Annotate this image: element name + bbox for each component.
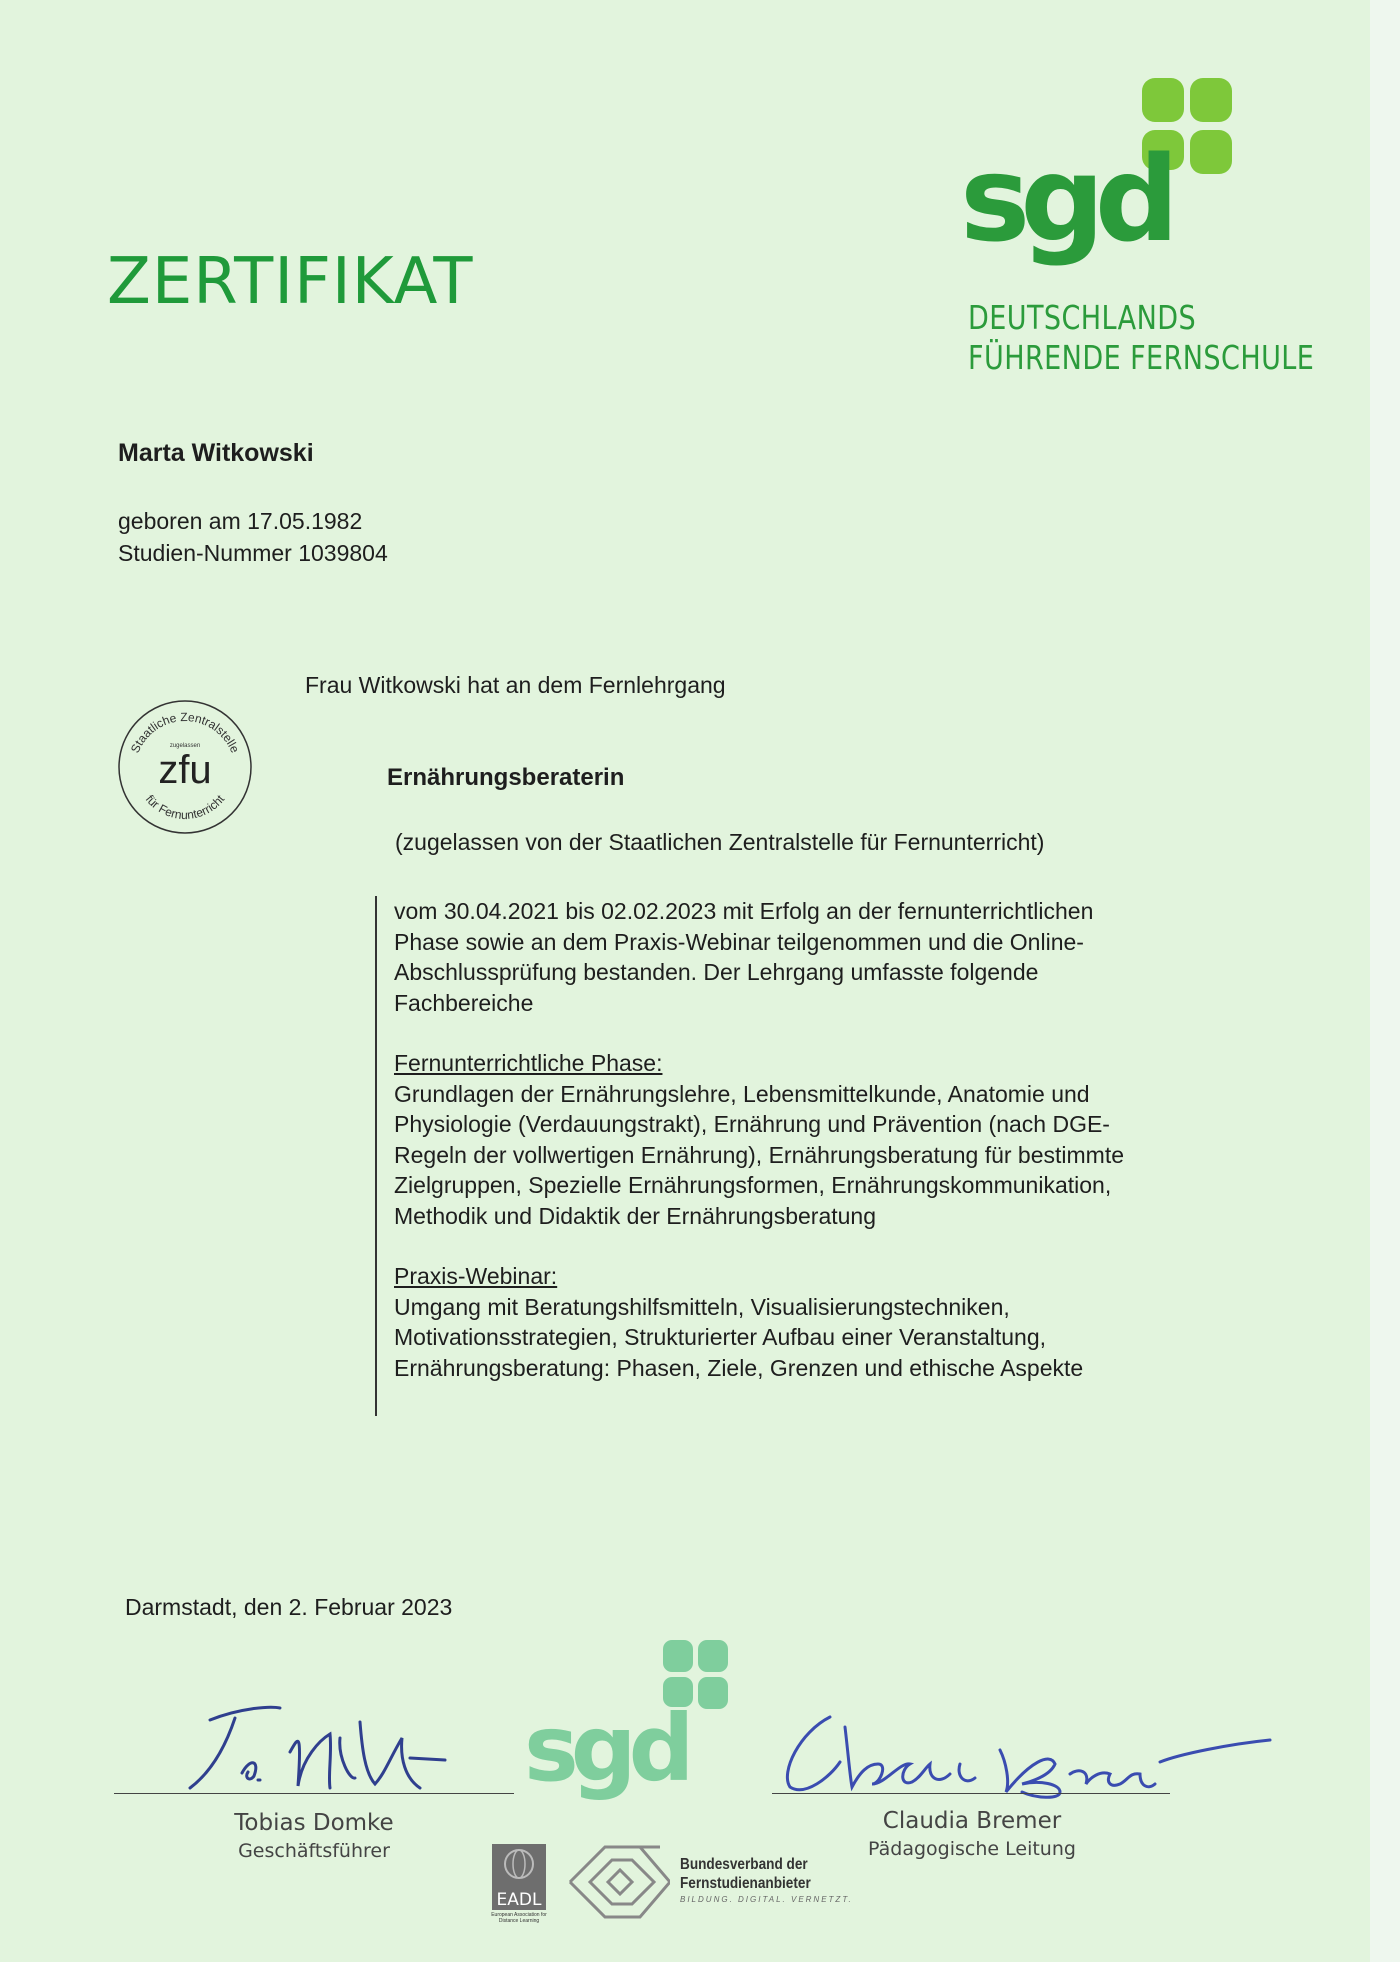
webinar-line: Motivationsstrategien, Strukturierter Aufbau einer Veranstaltung, [394, 1324, 1047, 1350]
seal-bottom-arc: für Fernunterricht [142, 792, 228, 823]
paragraph-line: Abschlussprüfung bestanden. Der Lehrgang umfasste folgende [394, 959, 1039, 985]
signature-stroke-left [190, 1707, 445, 1788]
signature-line-right [772, 1793, 1170, 1794]
course-approval: (zugelassen von der Staatlichen Zentralstelle für Fernunterricht) [395, 829, 1045, 855]
logo-caption [968, 298, 1314, 378]
paragraph-line: vom 30.04.2021 bis 02.02.2023 mit Erfolg an der fernunterrichtlichen [394, 898, 1094, 924]
signature-stroke-right [787, 1717, 1270, 1797]
stamp-leaf-1 [663, 1640, 693, 1672]
sgd-stamp [520, 1635, 760, 1810]
course-details [394, 896, 1224, 1383]
student-name: Marta Witkowski [118, 439, 314, 467]
bundesverband-name [680, 1855, 811, 1893]
phase-line: Methodik und Didaktik der Ernährungsberatung [394, 1202, 877, 1229]
paragraph-line: Phase sowie an dem Praxis-Webinar teilgenommen und die Online- [394, 928, 1084, 955]
seal-top-arc: Staatliche Zentralstelle [127, 709, 243, 755]
eadl-logo [488, 1842, 550, 1922]
eadl-label: EADL [496, 1890, 542, 1910]
bundesverband-icon [560, 1842, 670, 1922]
logo-caption-line2: FÜHRENDE FERNSCHULE [968, 338, 1315, 377]
seal-center-small: zugelassen [169, 743, 201, 749]
logo-leaf-2 [1190, 78, 1232, 122]
stamp-wordmark: sgd [524, 1695, 687, 1802]
logo-caption-line1: DEUTSCHLANDS [968, 298, 1197, 337]
sgd-logo [960, 70, 1260, 300]
logo-leaf-1 [1142, 78, 1184, 122]
student-meta [118, 505, 388, 569]
logo-leaf-4 [1190, 130, 1232, 174]
signer-right-role: Pädagogische Leitung [868, 1838, 1076, 1860]
stamp-leaf-4 [698, 1677, 728, 1709]
course-name: Ernährungsberaterin [387, 764, 625, 791]
bv-line1: Bundesverband der [680, 1856, 808, 1873]
phase-line: Zielgruppen, Spezielle Ernährungsformen, Ernährungskommunikation, [394, 1172, 1112, 1198]
phase-heading: Fernunterrichtliche Phase: [394, 1050, 663, 1076]
certificate-title: ZERTIFIKAT [107, 245, 474, 319]
page-edge [1370, 0, 1400, 1962]
vertical-rule [375, 896, 377, 1416]
birth-date: geboren am 17.05.1982 [118, 508, 363, 534]
seal-logo-text: zfu [158, 748, 212, 792]
webinar-line: Umgang mit Beratungshilfsmitteln, Visualisierungstechniken, [394, 1293, 1010, 1320]
signer-left-role: Geschäftsführer [238, 1840, 390, 1862]
webinar-heading: Praxis-Webinar: [394, 1263, 558, 1289]
signer-left-name: Tobias Domke [234, 1810, 394, 1836]
paragraph-line: Fachbereiche [394, 989, 534, 1016]
bundesverband-tagline: BILDUNG. DIGITAL. VERNETZT. [680, 1895, 853, 1904]
course-intro: Frau Witkowski hat an dem Fernlehrgang [305, 672, 726, 698]
signature-line-left [114, 1793, 514, 1794]
logo-wordmark: sgd [960, 130, 1170, 268]
eadl-subtitle: European Association for Distance Learning [491, 1912, 547, 1924]
signature-right [760, 1692, 1280, 1812]
phase-line: Regeln der vollwertigen Ernährung), Ernährungsberatung für bestimmte [394, 1141, 1125, 1168]
bv-line2: Fernstudienanbieter [680, 1875, 811, 1892]
phase-line: Physiologie (Verdauungstrakt), Ernährung und Prävention (nach DGE- [394, 1111, 1110, 1137]
signature-left [180, 1678, 460, 1798]
webinar-line: Ernährungsberatung: Phasen, Ziele, Grenzen und ethische Aspekte [394, 1354, 1084, 1381]
place-and-date: Darmstadt, den 2. Februar 2023 [125, 1594, 453, 1620]
signer-right-name: Claudia Bremer [882, 1808, 1062, 1834]
zfu-seal [115, 697, 255, 837]
phase-line: Grundlagen der Ernährungslehre, Lebensmittelkunde, Anatomie und [394, 1080, 1090, 1107]
student-number: Studien-Nummer 1039804 [118, 540, 388, 566]
stamp-leaf-2 [698, 1640, 728, 1672]
